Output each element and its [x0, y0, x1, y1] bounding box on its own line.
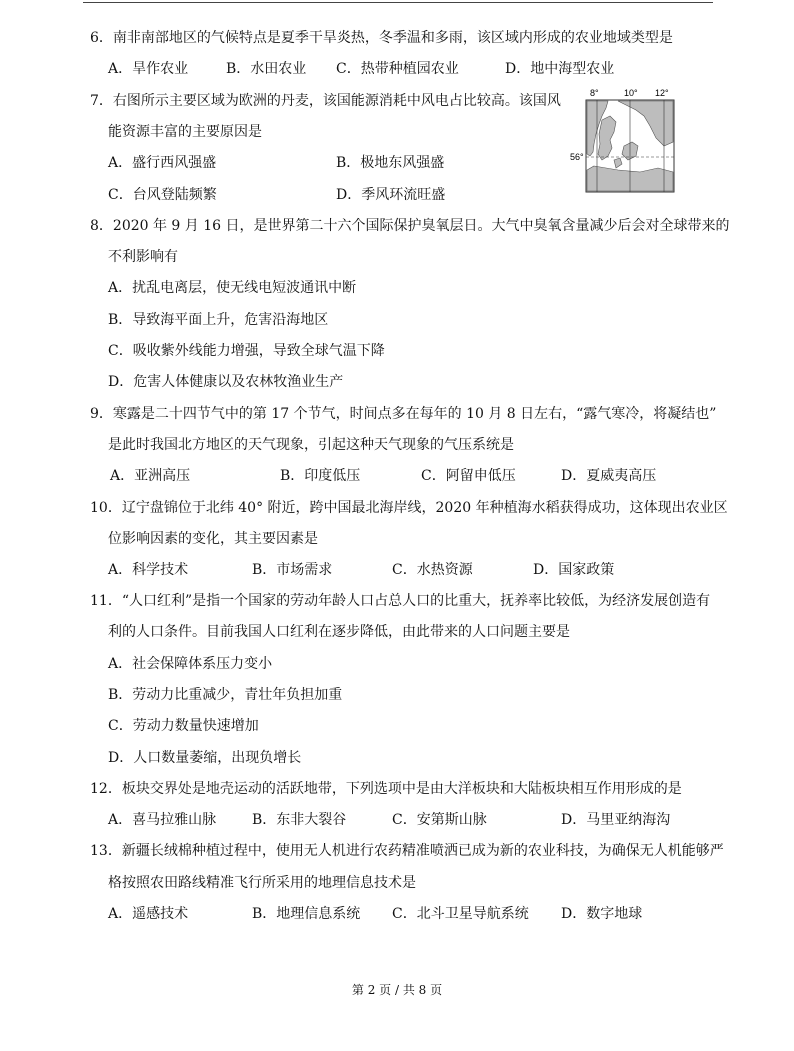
q11-option-c[interactable]: C．劳动力数量快速增加: [108, 718, 259, 734]
question-11-stem-line2: 利的人口条件。目前我国人口红利在逐步降低，由此带来的人口问题主要是: [108, 624, 570, 640]
q11-option-b[interactable]: B．劳动力比重减少，青壮年负担加重: [108, 687, 343, 703]
question-12-stem: 12．板块交界处是地壳运动的活跃地带，下列选项中是由大洋板块和大陆板块相互作用形成的是: [90, 781, 682, 797]
q8-option-a[interactable]: A．扰乱电离层，使无线电短波通讯中断: [108, 280, 357, 296]
q12-option-b[interactable]: B．东非大裂谷: [252, 812, 347, 828]
question-8-stem-line1: 8．2020 年 9 月 16 日，是世界第二十六个国际保护臭氧层日。大气中臭氧含量减少后会对全球带来的: [90, 218, 730, 234]
q9-option-b[interactable]: B．印度低压: [280, 468, 361, 484]
q11-option-d[interactable]: D．人口数量萎缩，出现负增长: [108, 750, 302, 766]
question-10-stem-line2: 位影响因素的变化，其主要因素是: [108, 531, 318, 547]
q8-option-d[interactable]: D．危害人体健康以及农林牧渔业生产: [108, 374, 344, 390]
q10-option-a[interactable]: A．科学技术: [108, 562, 189, 578]
q12-option-c[interactable]: C．安第斯山脉: [392, 812, 487, 828]
question-7-stem-line1: 7．右图所示主要区域为欧洲的丹麦，该国能源消耗中风电占比较高。该国风: [90, 93, 561, 109]
q6-option-c[interactable]: C．热带种植园农业: [336, 61, 459, 77]
q7-option-b[interactable]: B．极地东风强盛: [336, 155, 445, 171]
question-9-stem-line2: 是此时我国北方地区的天气现象，引起这种天气现象的气压系统是: [108, 437, 514, 453]
q13-option-d[interactable]: D．数字地球: [561, 906, 643, 922]
q9-option-c[interactable]: C．阿留申低压: [421, 468, 516, 484]
q10-option-b[interactable]: B．市场需求: [252, 562, 333, 578]
q13-option-b[interactable]: B．地理信息系统: [252, 906, 361, 922]
q10-option-c[interactable]: C．水热资源: [392, 562, 473, 578]
map-lon-label-12: 12°: [655, 88, 669, 98]
question-11-stem-line1: 11．“人口红利”是指一个国家的劳动年龄人口占总人口的比重大，抚养率比较低，为经济发展创造有: [90, 593, 711, 609]
q8-option-c[interactable]: C．吸收紫外线能力增强，导致全球气温下降: [108, 343, 385, 359]
q12-option-a[interactable]: A．喜马拉雅山脉: [108, 812, 217, 828]
q13-option-c[interactable]: C．北斗卫星导航系统: [392, 906, 529, 922]
question-13-stem-line1: 13．新疆长绒棉种植过程中，使用无人机进行农药精准喷洒已成为新的农业科技，为确保无人机能够严: [90, 843, 724, 859]
question-8-stem-line2: 不利影响有: [108, 249, 178, 265]
question-10-stem-line1: 10．辽宁盘锦位于北纬 40° 附近，跨中国最北海岸线，2020 年种植海水稻获得成功，这体现出农业区: [90, 500, 728, 516]
q11-option-a[interactable]: A．社会保障体系压力变小: [108, 656, 273, 672]
page-footer: 第 2 页 / 共 8 页: [351, 983, 443, 997]
q7-option-c[interactable]: C．台风登陆频繁: [108, 187, 217, 203]
q9-option-a[interactable]: A．亚洲高压: [110, 468, 191, 484]
q13-option-a[interactable]: A．遥感技术: [108, 906, 189, 922]
question-6-stem: 6．南非南部地区的气候特点是夏季干旱炎热，冬季温和多雨，该区域内形成的农业地域类型是: [90, 30, 673, 46]
q12-option-d[interactable]: D．马里亚纳海沟: [561, 812, 671, 828]
map-lon-label-8: 8°: [590, 88, 599, 98]
q6-option-b[interactable]: B．水田农业: [226, 61, 307, 77]
q7-option-d[interactable]: D．季风环流旺盛: [336, 187, 446, 203]
question-9-stem-line1: 9．寒露是二十四节气中的第 17 个节气，时间点多在每年的 10 月 8 日左右，“露气寒冷，将凝结也”: [90, 406, 717, 422]
q7-option-a[interactable]: A．盛行西风强盛: [108, 155, 217, 171]
q6-option-a[interactable]: A．旱作农业: [108, 61, 189, 77]
question-13-stem-line2: 格按照农田路线精准飞行所采用的地理信息技术是: [108, 875, 416, 891]
map-lon-label-10: 10°: [624, 88, 638, 98]
q6-option-d[interactable]: D．地中海型农业: [505, 61, 615, 77]
question-7-stem-line2: 能资源丰富的主要原因是: [108, 124, 262, 140]
q8-option-b[interactable]: B．导致海平面上升，危害沿海地区: [108, 312, 329, 328]
map-lat-label-56: 56°: [570, 152, 584, 162]
q10-option-d[interactable]: D．国家政策: [533, 562, 615, 578]
denmark-map: [566, 86, 676, 194]
q9-option-d[interactable]: D．夏威夷高压: [561, 468, 657, 484]
header-rule: [83, 2, 713, 3]
